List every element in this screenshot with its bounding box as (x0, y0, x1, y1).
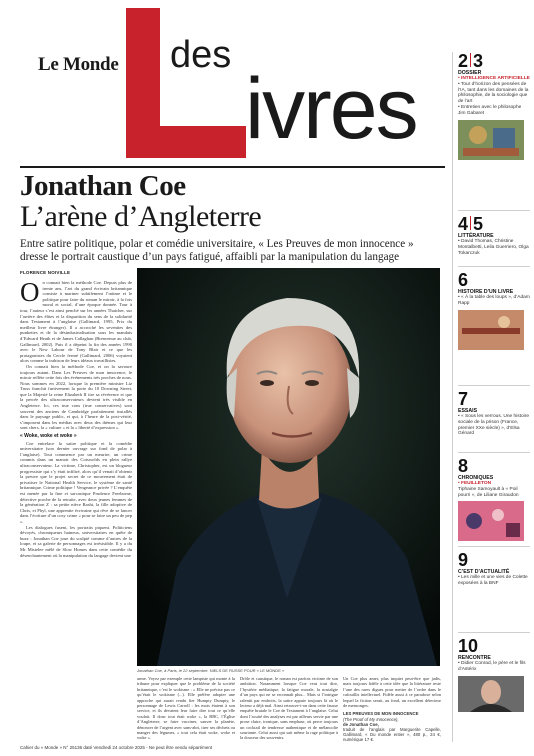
section-summary: • Les mille et une vies de Colette exposées à la BNF (458, 575, 528, 586)
sidebar-divider (458, 632, 530, 633)
artwork-thumbnail (458, 310, 524, 350)
page-number: 4 5 (458, 214, 484, 234)
paragraph: Un Coe plus amer, plus inquiet peut-être que jadis, mais toujours fidèle à cette idée que la littérature reste l’une des rares digues pour mettre de l’ordre dans le cafouillis intellectuel. Fidèle aussi à ce paradoxe selon lequel la fiction serait, au fond, un excellent détecteur de mensonges. (343, 676, 441, 709)
book-original-title: (The Proof of My Innocence), (343, 716, 399, 722)
book-author: de Jonathan Coe, (343, 721, 379, 727)
article-title: L’arène d’Angleterre (20, 200, 262, 233)
sidebar-divider (458, 385, 530, 386)
section-title: C’EST D’ACTUALITÉ (458, 569, 510, 575)
author-photo (137, 268, 440, 666)
article-column-3 (240, 676, 338, 741)
paragraph: arme. Voyez par exemple cette lampiste qui monte à la tribune pour expliquer que le problème de la société britannique, c’est le wokisme : « Elle ne précise pas ce qu’était le wokisme (...). Elle préfère adopter une approche qui aurait rendu fier Humpty Dumpty, le personnage de Lewis Carroll : les mots étaient à son service, et ils devaient leur faire dire tout ce qu’elle voulait. Il donc tout était woke », la BBC, l’Église d’Angleterre, se faire vacciner, sauver la planète, dénoncer de l’argent avec sans-abri, tirer ses déchets ou manger des légumes, « tout cela était woke, woke et woke ». (137, 676, 235, 741)
sidebar-divider (458, 266, 530, 267)
sidebar-divider (458, 546, 530, 547)
page-number: 7 (458, 389, 469, 409)
section-summary: Tiphaine Samoyault à « Poil pourri », de Liliane Giraudon (458, 486, 519, 498)
paragraph: Les dialogues fusent, les portraits piquent. Politiciens dévoyés, chroniqueurs haineux, universitaires en quête de buzz : Jonathan Coe joue du sculpté comme d’autres de la loupe, et sa galerie de personnages est irrésistible. Il y a du Mr Mistelee mêlé de Slow Homes dans cette comédie du désenchantement où la manipulation du langage devient une (20, 524, 132, 558)
portrait-illustration (137, 268, 440, 666)
article-standfirst: Entre satire politique, polar et comédie universitaire, « Les Preuves de mon innocence » dresse le portrait caustique d’un pays fatigué, affaibli par la manipulation du langage (20, 238, 414, 263)
article-column-1 (20, 277, 132, 745)
section-summary: • David Thomas, Christine Montalbetti, Leila Guerriero, Olga Tokarczuk (458, 239, 529, 256)
byline: FLORENCE NOIVILLE (20, 270, 71, 275)
section-subtitle: • FEUILLETON (458, 481, 492, 486)
paragraph: Drôle et caustique, le roman est parfois victime de son ambition. Notamment lorsque Coe veut tout dire, l’hystérie médiatique, la fatigue morale, la nostalgie d’un pays qui ne se reconnaît plus... Mais si l’intrigue ralentit par endroits, la satire appuie toujours là où le lecteur a déjà mal. Ainsi retrouve-t-on dans cette fausse enquête brutale le Coe de Testament à l’anglaise. Celui dont l’acuité des analyses est par ailleurs servie par une prose claire, ironique, sans emphase, où perce toujours un cocktail de tendresse authentique et de mélancolie souriante. Celui aussi qui sait même la rage politique à la douceur des souvenirs. (240, 676, 338, 741)
page-number: 8 (458, 456, 469, 476)
headline-rule (20, 166, 445, 168)
artwork-thumbnail (458, 120, 524, 160)
section-title: RENCONTRE (458, 655, 491, 661)
histoire-thumbnail (458, 310, 524, 350)
page-number: 10 (458, 636, 479, 656)
masthead-ivres: ivres (245, 61, 417, 157)
section-summary: • Didier Conrad, le père et le fils d’Astérix (458, 661, 526, 672)
section-title: LITTÉRATURE (458, 233, 494, 239)
photo-caption (137, 668, 440, 673)
paragraph: Coe entrelace la satire politique et la comédie universitaire (son dernier ouvrage sur fond de polar à l’anglaise). Tout commence par un meurtre, un crime commis dans un manoir des Cotswolds en plein rallye ultraconservateur. La victime, Christopher, est un blogueur progressiste qui s’y était infiltré, alors qu’il venait d’obtenir la preuve que le projet secret de ce mouvement était de privatiser le National Health Service, le système de santé britannique. Crime politique ! Vengeance privée ? L’enquête est menée par la fine et sarcastique Prudence Freeborne, détective proche de la retraite, avec deux jeunes femmes de la génération Z : sa petite nièce Rashi, la fille adoptive de Chris, et Phyl, une apprentie écrivaine qui rêve de se lancer dans l’écriture d’un cosy crime « pour se faire un peu de pep ». (20, 440, 132, 524)
caption-text: Jonathan Coe, à Paris, le 22 septembre. (137, 668, 209, 673)
drop-cap: O (20, 277, 40, 307)
rencontre-thumbnail (458, 676, 524, 712)
paragraph: On connait bien la méthode Coe, et on la savoure toujours autant. Dans Les Preuves de mon innocence, le miroir reflète cette fois des événements très proches de nous. Nous sommes en 2022, lorsque la première ministre Liz Truss franchit furtivement la porte du 10 Downing Street, que la Majesté la reine Elizabeth II tire sa révérence et que la percée des ultraconservateurs devient très visible en Angleterre. Ici, ces true cons (true conservatives) sont souvent des anciens de Cambridge parfaitement installés dans le paysage public, et qui, à l’heure de la post-vérité, s’imposent dans les médias avec deux des thèmes qui leur sont chers, la « culture » et la « liberté d’expression ». (20, 363, 132, 431)
issue-footer: Cahier du « Monde » N° 25136 daté Vendredi 24 octobre 2025 - Ne peut être vendu séparément (20, 745, 213, 750)
artwork-thumbnail (458, 501, 524, 541)
book-info-box (343, 711, 441, 742)
sidebar-divider (458, 210, 530, 211)
article-column-2 (137, 676, 235, 741)
photo-credit: NIELS DE RUSSE POUR « LE MONDE » (209, 668, 285, 673)
chroniques-thumbnail (458, 501, 524, 541)
column-divider (452, 52, 453, 742)
le-monde-logo: Le Monde (38, 54, 119, 75)
paragraph: n connait bien la méthode Coe. Depuis plus de trente ans, l’art du grand écrivain britannique consiste à mariner subtilement l’intime et le politique pour faire du roman le miroir, à la fois moral et social, d’une époque donnée. Tour à tour, l’auteur s’est ainsi penché sur les années Thatcher, sur l’arrière des élites et la disparition du sens de la solidarité dans Testament à l’anglaise (Gallimard, 1995, Prix du meilleur livre étranger). Il a accroché les seventies des punkettes et de la désindustrialisation sous les mandats d’Edward Heath et de James Callaghan (Bienvenue au club, Gallimard, 2002). Puis il a dépeint la fin des années 1990 avec le New Labour de Tony Blair et ce que les protagonistes du Cercle fermé (Gallimard, 2006) voyaient alors comme la trahison de leurs idéaux travaillistes. (20, 280, 132, 364)
page-number: 9 (458, 550, 469, 570)
sidebar-entry-rencontre[interactable] (458, 637, 530, 712)
article-column-4 (343, 676, 441, 743)
masthead-des: des (170, 34, 232, 76)
section-title: HISTOIRE D’UN LIVRE (458, 289, 514, 295)
section-title: CHRONIQUES (458, 475, 494, 481)
subheading: « Woke, woke et woke » (20, 433, 77, 440)
section-summary: • « À la table des loups », d’Adam Rapp (458, 295, 530, 306)
portrait-thumbnail (458, 676, 524, 712)
masthead (20, 6, 445, 166)
page-number: 2 3 (458, 51, 484, 71)
page-number: 6 (458, 270, 469, 290)
sidebar-entry-actualite[interactable] (458, 551, 530, 587)
section-summary: • « Sous les verrous. Une histoire sociale de la prison (France, premier XXe siècle) », d’Elsa Génard (458, 414, 530, 437)
book-title: LES PREUVES DE MON INNOCENCE (343, 711, 419, 717)
section-subtitle: • INTELLIGENCE ARTIFICIELLE (458, 76, 530, 81)
big-l-letter-foot (126, 126, 246, 158)
section-summary: • Tour d’horizon des pensées de l’IA, tant dans les domaines de la philosophie, de la sociologie que de l’art • Entretien avec le philosophe Jim Gabaret (458, 81, 529, 116)
section-title: DOSSIER (458, 70, 482, 76)
sidebar-entry-histoire[interactable] (458, 271, 530, 350)
sidebar-entry-chroniques[interactable] (458, 457, 530, 541)
article-author-heading: Jonathan Coe (20, 170, 186, 202)
sidebar-entry-essais[interactable] (458, 390, 530, 437)
section-title: ESSAIS (458, 408, 478, 414)
sidebar-divider (458, 452, 530, 453)
book-details: traduit de l’anglais par Marguerite Capelle, Gallimard, « Du monde entier », 480 p., 24 €, numérique 17 €. (343, 727, 441, 743)
sidebar-entry-litterature[interactable] (458, 215, 530, 256)
dossier-thumbnail (458, 120, 524, 160)
sidebar-entry-dossier[interactable] (458, 52, 530, 160)
